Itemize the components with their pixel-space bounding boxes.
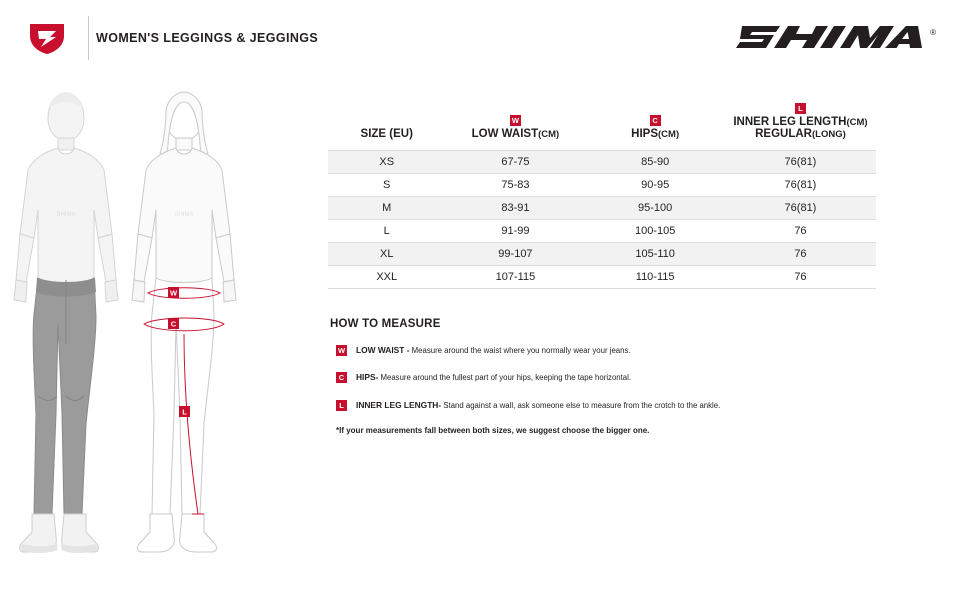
measure-instruction-inner-leg <box>330 399 890 411</box>
cell-size: S <box>328 174 445 197</box>
cell-size: XL <box>328 243 445 266</box>
cell-hips: 90-95 <box>585 174 724 197</box>
cell-leg: 76(81) <box>725 151 876 174</box>
svg-text:W: W <box>169 288 178 298</box>
female-mannequin-front-icon <box>14 92 118 553</box>
svg-text:C: C <box>170 319 177 329</box>
cell-waist: 75-83 <box>445 174 585 197</box>
cell-size: M <box>328 197 445 220</box>
column-header-hips-unit: (CM) <box>658 129 680 140</box>
table-row <box>328 197 876 220</box>
cell-hips: 105-110 <box>585 243 724 266</box>
cell-leg: 76 <box>725 243 876 266</box>
size-footnote: *If your measurements fall between both sizes, we suggest choose the bigger one. <box>336 425 650 435</box>
table-row <box>328 151 876 174</box>
cell-size: XXL <box>328 266 445 289</box>
size-table-container <box>328 100 876 289</box>
badge-holder-empty <box>330 114 443 128</box>
badge-holder-hips <box>587 114 722 128</box>
cell-waist: 67-75 <box>445 151 585 174</box>
svg-text:L: L <box>182 407 187 417</box>
column-header-inner-leg-sub-regular: REGULAR <box>755 128 812 140</box>
table-row <box>328 174 876 197</box>
column-header-inner-leg-label: INNER LEG LENGTH <box>733 116 847 128</box>
cell-leg: 76(81) <box>725 197 876 220</box>
measure-instruction-hips-name: HIPS- <box>356 372 379 383</box>
registered-mark: ® <box>930 28 936 37</box>
cell-hips: 95-100 <box>585 197 724 220</box>
cell-size: XS <box>328 151 445 174</box>
cell-waist: 99-107 <box>445 243 585 266</box>
measure-instruction-inner-leg-text: Stand against a wall, ask someone else to measure from the crotch to the ankle. <box>441 400 721 410</box>
figure-badge-waist <box>168 287 179 298</box>
figure-badge-hips <box>168 318 179 329</box>
measure-instruction-waist <box>330 344 890 356</box>
waist-badge-icon: W <box>511 116 519 125</box>
svg-text:SHIMA: SHIMA <box>174 212 194 218</box>
cell-waist: 91-99 <box>445 220 585 243</box>
measure-instruction-inner-leg-name: INNER LEG LENGTH- <box>356 399 442 410</box>
measurement-figures <box>8 84 308 574</box>
how-to-measure-title: HOW TO MEASURE <box>330 318 441 330</box>
leg-badge-icon: L <box>336 400 347 411</box>
header-divider <box>88 16 89 60</box>
column-header-hips <box>585 100 724 151</box>
measure-instruction-waist-text: Measure around the waist where you normally wear your jeans. <box>409 346 631 355</box>
table-row <box>328 243 876 266</box>
hips-badge-icon: C <box>336 372 347 383</box>
measure-instruction-hips <box>330 371 890 383</box>
cell-hips: 85-90 <box>585 151 724 174</box>
page-header <box>0 0 970 72</box>
column-header-inner-leg <box>725 100 876 151</box>
column-header-size-label: SIZE (EU) <box>360 128 413 140</box>
table-row <box>328 220 876 243</box>
how-to-measure-section <box>330 318 890 435</box>
cell-waist: 107-115 <box>445 266 585 289</box>
shima-shield-logo-icon <box>28 22 66 56</box>
cell-leg: 76 <box>725 220 876 243</box>
column-header-inner-leg-sub <box>727 128 874 140</box>
badge-holder-waist <box>447 114 583 128</box>
size-table <box>328 100 876 289</box>
table-header-row <box>328 100 876 151</box>
female-mannequin-side-icon <box>132 92 236 552</box>
measure-instruction-waist-name: LOW WAIST - <box>356 345 410 355</box>
measure-instruction-hips-text: Measure around the fullest part of your hips, keeping the tape horizontal. <box>378 373 632 383</box>
table-row <box>328 266 876 289</box>
leg-badge-icon: L <box>795 103 806 114</box>
column-header-hips-label: HIPS <box>631 128 659 140</box>
hips-badge-icon: C <box>650 115 661 126</box>
column-header-low-waist-unit: (CM) <box>538 129 560 140</box>
svg-text:SHIMA: SHIMA <box>56 212 76 218</box>
waist-badge-icon: W <box>337 346 346 355</box>
shima-wordmark <box>736 22 922 52</box>
cell-hips: 100-105 <box>585 220 724 243</box>
cell-leg: 76 <box>725 266 876 289</box>
column-header-size <box>328 100 445 151</box>
cell-size: L <box>328 220 445 243</box>
cell-leg: 76(81) <box>725 174 876 197</box>
badge-holder-leg <box>727 102 874 116</box>
column-header-inner-leg-sub-long: (LONG) <box>811 129 846 140</box>
column-header-low-waist <box>445 100 585 151</box>
cell-waist: 83-91 <box>445 197 585 220</box>
column-header-low-waist-label: LOW WAIST <box>471 128 539 140</box>
cell-hips: 110-115 <box>585 266 724 289</box>
size-table-body <box>328 151 876 289</box>
page-title: WOMEN'S LEGGINGS & JEGGINGS <box>96 31 319 45</box>
figure-badge-leg <box>179 406 190 417</box>
column-header-inner-leg-unit: (CM) <box>846 117 868 128</box>
